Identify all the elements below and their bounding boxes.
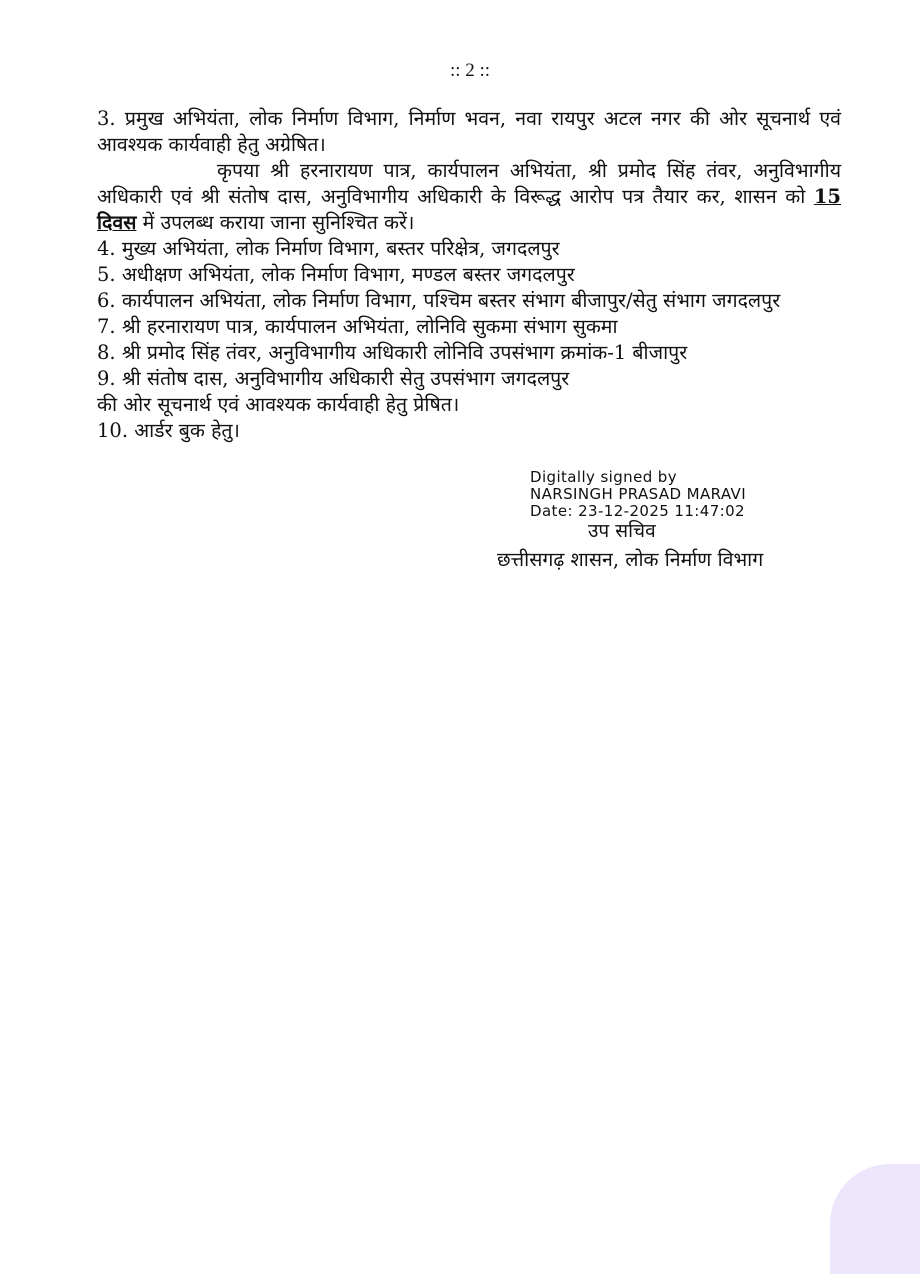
item-text: कार्यपालन अभियंता, लोक निर्माण विभाग, पश्चिम बस्तर संभाग बीजापुर/सेतु संभाग जगदलपुर (121, 289, 781, 312)
item-text: मुख्य अभियंता, लोक निर्माण विभाग, बस्तर परिक्षेत्र, जगदलपुर (121, 237, 560, 260)
item-text: अधीक्षण अभियंता, लोक निर्माण विभाग, मण्डल बस्तर जगदलपुर (121, 263, 575, 286)
item-text: की ओर सूचनार्थ एवं आवश्यक कार्यवाही हेतु प्रेषित। (97, 393, 460, 416)
item-text: श्री संतोष दास, अनुविभागीय अधिकारी सेतु उपसंभाग जगदलपुर (121, 367, 570, 390)
item-number: 10. (97, 419, 135, 442)
distribution-item-7 (97, 314, 841, 340)
distribution-item-4 (97, 236, 841, 262)
item-number: 6. (97, 289, 122, 312)
distribution-item-10 (97, 418, 841, 444)
signature-signer-name: NARSINGH PRASAD MARAVI (530, 485, 747, 503)
item-text: श्री प्रमोद सिंह तंवर, अनुविभागीय अधिकारी लोनिवि उपसंभाग क्रमांक-1 बीजापुर (121, 341, 688, 364)
corner-decoration (830, 1164, 920, 1274)
item-number: 9. (97, 367, 122, 390)
distribution-item-6 (97, 288, 841, 314)
distribution-item-3 (97, 106, 841, 158)
signature-date: Date: 23-12-2025 11:47:02 (530, 502, 745, 520)
item-number: 3. (97, 107, 125, 130)
item-text: श्री हरनारायण पात्र, कार्यपालन अभियंता, लोनिवि सुकमा संभाग सुकमा (121, 315, 618, 338)
item-number: 5. (97, 263, 122, 286)
item-number: 7. (97, 315, 122, 338)
item-number: 8. (97, 341, 122, 364)
letter-body (97, 106, 841, 444)
page-number: :: 2 :: (449, 60, 491, 81)
distribution-item-5 (97, 262, 841, 288)
item-text: आर्डर बुक हेतु। (134, 419, 240, 442)
instruction-text: कृपया श्री हरनारायण पात्र, कार्यपालन अभियंता, श्री प्रमोद सिंह तंवर, अनुविभागीय अधिकारी एवं श्री संतोष दास, अनुविभागीय अधिकारी के विरूद्ध आरोप पत्र तैयार कर, शासन को (97, 159, 841, 208)
distribution-item-8 (97, 340, 841, 366)
digital-signature-block (530, 469, 746, 520)
signature-line-1: Digitally signed by (530, 468, 677, 486)
forwarding-note (97, 392, 841, 418)
deadline-emphasis: 15 दिवस (97, 185, 841, 234)
instruction-paragraph (97, 158, 841, 236)
item-text: प्रमुख अभियंता, लोक निर्माण विभाग, निर्माण भवन, नवा रायपुर अटल नगर की ओर सूचनार्थ एवं आवश्यक कार्यवाही हेतु अग्रेषित। (97, 107, 841, 156)
item-number: 4. (97, 237, 122, 260)
instruction-text-end: में उपलब्ध कराया जाना सुनिश्चित करें। (136, 211, 415, 234)
signatory-department: छत्तीसगढ़ शासन, लोक निर्माण विभाग (497, 548, 764, 571)
distribution-item-9 (97, 366, 841, 392)
signatory-designation: उप सचिव (588, 520, 656, 542)
